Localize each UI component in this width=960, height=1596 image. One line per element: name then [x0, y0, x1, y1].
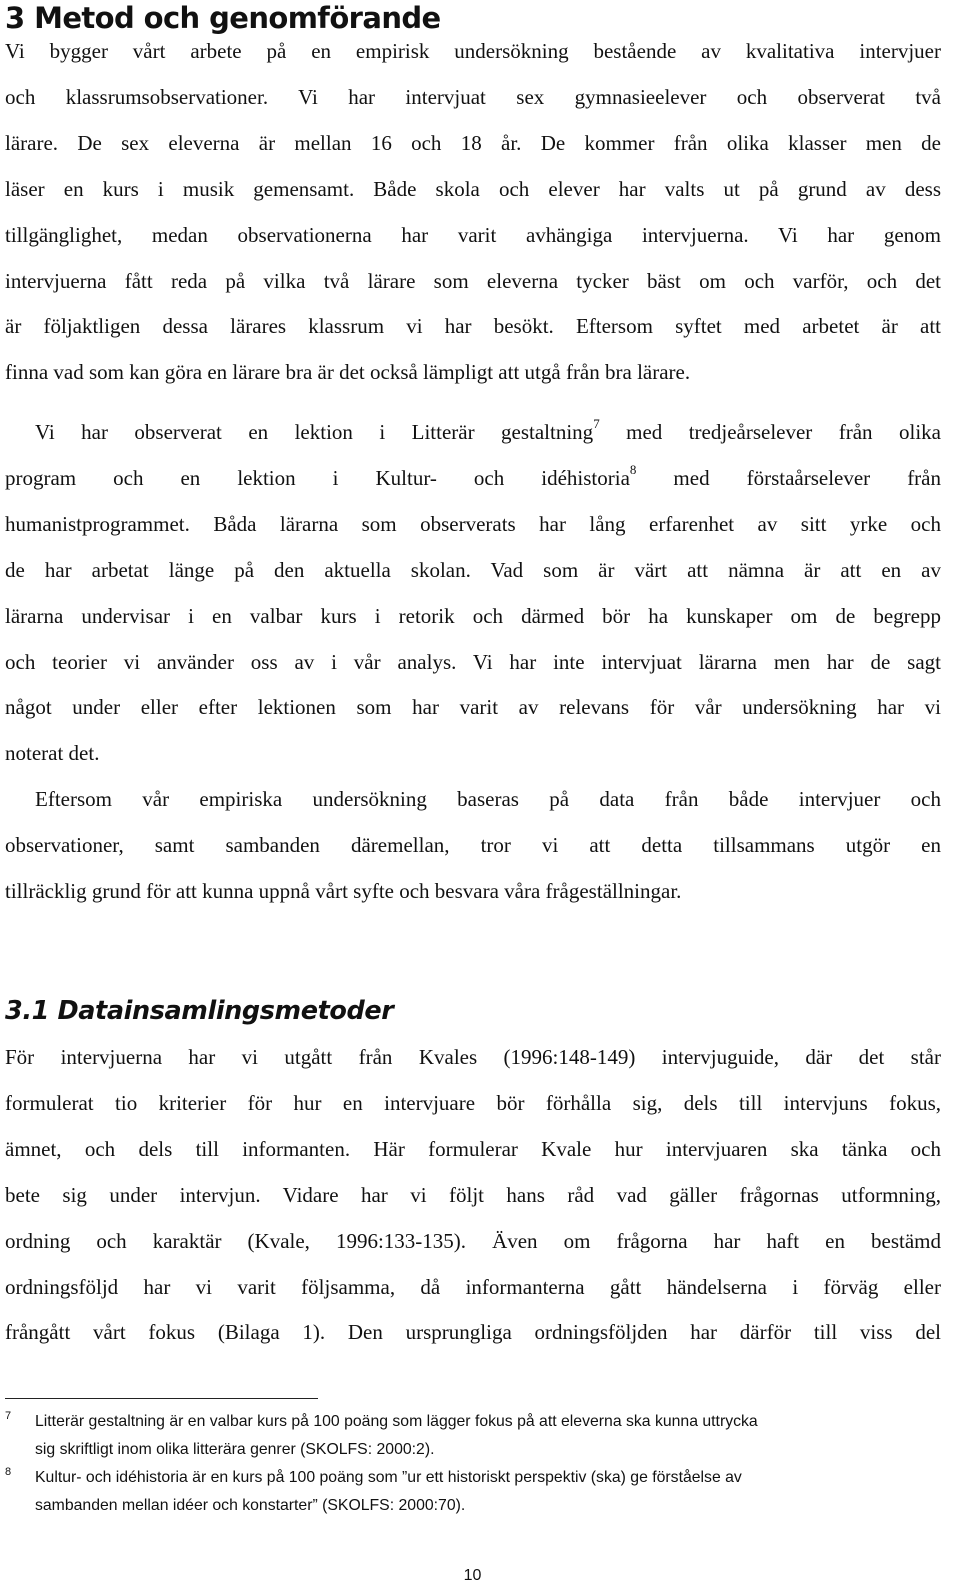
text-line: och teorier vi använder oss av i vår analys. Vi har inte intervjuat lärarna men har de sagt	[5, 649, 941, 674]
footnote-ref-8[interactable]: 8	[629, 461, 637, 477]
text-line: Vi bygger vårt arbete på en empirisk undersökning bestående av kvalitativa intervjuer	[5, 39, 941, 63]
text-line: intervjuerna fått reda på vilka två lärare som eleverna tycker bäst om och varför, och det	[5, 268, 941, 293]
text-line: noterat det.	[5, 741, 100, 766]
footnote-separator	[5, 1398, 318, 1399]
text-segment: med förstaårselever från	[636, 465, 941, 490]
text-line: läser en kurs i musik gemensamt. Både skola och elever har valts ut på grund av dess	[5, 176, 941, 201]
text-line: formulerat tio kriterier för hur en intervjuare bör förhålla sig, dels till intervjuns fokus,	[5, 1090, 941, 1115]
text-line: och klassrumsobservationer. Vi har intervjuat sex gymnasieelever och observerat två	[5, 84, 941, 109]
text-line: ordning och karaktär (Kvale, 1996:133-135). Även om frågorna har haft en bestämd	[5, 1228, 941, 1253]
paragraph-3	[5, 777, 941, 915]
text-line: tillgänglighet, medan observationerna har varit avhängiga intervjuerna. Vi har genom	[5, 222, 941, 247]
text-line: observationer, samt sambanden däremellan, tror vi att detta tillsammans utgör en	[5, 832, 941, 857]
footnote-mark: 7	[5, 1410, 12, 1422]
text-line: ordningsföljd har vi varit följsamma, då informanterna gått händelserna i förväg eller	[5, 1274, 941, 1299]
text-segment: med tredjeårselever från olika	[599, 420, 941, 444]
footnote-line: Kultur- och idéhistoria är en kurs på 100 poäng som ”ur ett historiskt perspektiv (ska) ge förståelse av	[35, 1469, 742, 1486]
page-number: 10	[463, 1567, 482, 1584]
text-segment: program och en lektion i Kultur- och idéhistoria	[5, 465, 630, 490]
text-line: är följaktligen dessa lärares klassrum vi har besökt. Eftersom syftet med arbetet är att	[5, 314, 941, 339]
text-line: För intervjuerna har vi utgått från Kvales (1996:148-149) intervjuguide, där det står	[5, 1045, 941, 1069]
text-line: bete sig under intervjun. Vidare har vi följt hans råd vad gäller frågornas utformning,	[5, 1182, 941, 1207]
footnote-ref-7[interactable]: 7	[593, 416, 600, 431]
paragraph-4	[5, 1035, 941, 1356]
text-line: de har arbetat länge på den aktuella skolan. Vad som är värt att nämna är att en av	[5, 557, 941, 582]
section-heading: 3 Metod och genomförande	[5, 1, 441, 35]
subsection-heading: 3.1 Datainsamlingsmetoder	[5, 996, 394, 1026]
text-line: humanistprogrammet. Båda lärarna som observerats har lång erfarenhet av sitt yrke och	[5, 511, 941, 536]
paragraph-2	[5, 410, 941, 777]
footnote-line: Litterär gestaltning är en valbar kurs på 100 poäng som lägger fokus på att eleverna ska kunna uttrycka	[35, 1413, 758, 1430]
text-segment: Vi har observerat en lektion i Litterär gestaltning	[35, 420, 594, 444]
footnote-line: sambanden mellan idéer och konstarter” (SKOLFS: 2000:70).	[35, 1497, 466, 1514]
text-line: lärarna undervisar i en valbar kurs i retorik och därmed bör ha kunskaper om de begrepp	[5, 603, 941, 628]
footnote-line: sig skriftligt inom olika litterära genrer (SKOLFS: 2000:2).	[35, 1441, 435, 1458]
footnotes	[5, 1408, 945, 1520]
text-line: något under eller efter lektionen som har varit av relevans för vår undersökning har vi	[5, 695, 941, 720]
footnote-8	[5, 1464, 945, 1520]
paragraph-1	[5, 29, 941, 396]
text-line: ämnet, och dels till informanten. Här formulerar Kvale hur intervjuaren ska tänka och	[5, 1136, 941, 1161]
text-line: tillräcklig grund för att kunna uppnå vårt syfte och besvara våra frågeställningar.	[5, 878, 682, 903]
footnote-mark: 8	[5, 1466, 12, 1478]
text-line: finna vad som kan göra en lärare bra är det också lämpligt att utgå från bra lärare.	[5, 360, 691, 385]
text-line: Eftersom vår empiriska undersökning baseras på data från både intervjuer och	[35, 787, 941, 811]
text-line: frångått vårt fokus (Bilaga 1). Den ursprungliga ordningsföljden har därför till viss del	[5, 1320, 941, 1345]
footnote-7	[5, 1408, 945, 1464]
text-line: lärare. De sex eleverna är mellan 16 och 18 år. De kommer från olika klasser men de	[5, 130, 941, 155]
text-line	[5, 456, 941, 502]
text-line	[5, 410, 941, 456]
